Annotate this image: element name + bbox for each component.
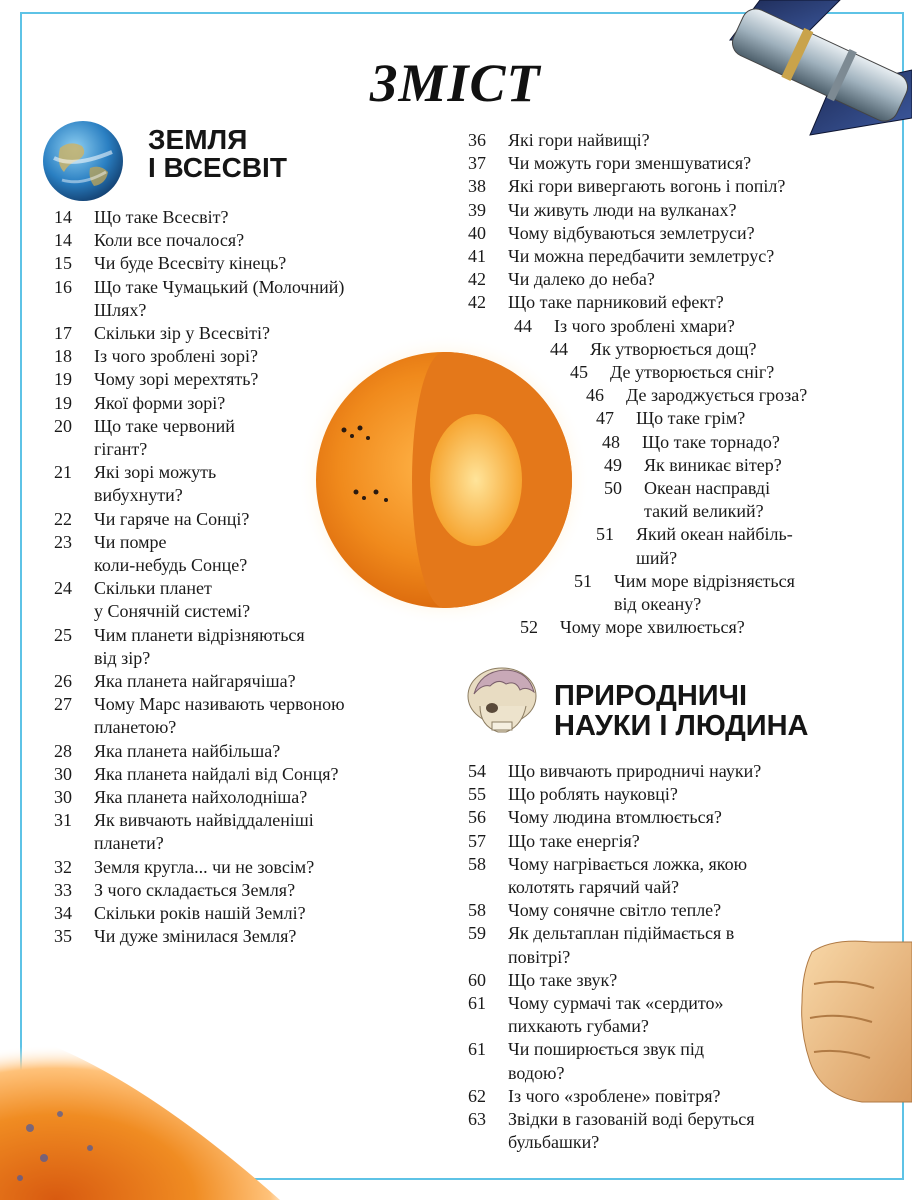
toc-entry[interactable]: 44 Як утворюється дощ? (550, 338, 757, 359)
toc-entry[interactable]: у Сонячній системі? (94, 601, 251, 622)
page-title: ЗМІСТ (370, 53, 541, 113)
toc-entry[interactable]: 22 Чи гаряче на Сонці? (54, 508, 250, 529)
toc-entry[interactable]: 18 Із чого зроблені зорі? (54, 346, 259, 367)
toc-entry[interactable]: бульбашки? (508, 1132, 600, 1153)
toc-entry[interactable]: 51 Чим море відрізняється (574, 570, 795, 591)
toc-entry[interactable]: 28 Яка планета найбільша? (54, 740, 281, 761)
toc-entry[interactable]: 59 Як дельтаплан підіймається в (468, 923, 735, 944)
skull-brain-icon (458, 660, 546, 748)
toc-entry[interactable]: 55 Що роблять науковці? (468, 784, 678, 805)
toc-entry[interactable]: 42 Що таке парниковий ефект? (468, 292, 724, 313)
toc-entry[interactable]: 48 Що таке торнадо? (602, 431, 780, 452)
toc-entry[interactable]: 58 Чому сонячне світло тепле? (468, 900, 722, 921)
toc-entry[interactable]: 37 Чи можуть гори зменшуватися? (468, 153, 752, 174)
toc-entry[interactable]: 30 Яка планета найхолодніша? (54, 787, 308, 807)
toc-entry[interactable]: 21 Які зорі можуть (54, 462, 217, 483)
toc-entry[interactable]: 61 Чи поширюється звук під (468, 1039, 705, 1060)
toc-entry[interactable]: планетою? (94, 717, 177, 738)
toc-entry[interactable]: 27 Чому Марс називають червоною (54, 694, 345, 715)
toc-entry[interactable]: 30 Яка планета найдалі від Сонця? (54, 763, 339, 784)
toc-entry[interactable]: 45 Де утворюється сніг? (570, 362, 775, 382)
toc-entry[interactable]: гігант? (94, 439, 148, 459)
toc-entry[interactable]: 32 Земля кругла... чи не зовсім? (54, 856, 315, 877)
toc-entry[interactable]: коли-небудь Сонце? (94, 555, 248, 575)
toc-entry[interactable]: 20 Що таке червоний (54, 415, 235, 436)
toc-entry[interactable]: 61 Чому сурмачі так «сердито» (468, 993, 724, 1013)
earth-globe-icon (40, 118, 126, 204)
toc-entry[interactable]: 14 Що таке Всесвіт? (54, 207, 229, 227)
toc-entry[interactable]: від зір? (94, 647, 151, 668)
toc-entry[interactable]: 56 Чому людина втомлюється? (468, 807, 722, 828)
sun-edge-illustration (0, 1018, 290, 1200)
toc-entry[interactable]: колотять гарячий чай? (508, 877, 679, 897)
toc-entry[interactable]: 24 Скільки планет (54, 578, 212, 599)
toc-entry[interactable]: 19 Чому зорі мерехтять? (54, 369, 259, 390)
section-heading-science-human: ПРИРОДНИЧІ НАУКИ І ЛЮДИНА (554, 680, 809, 742)
toc-entry[interactable]: 42 Чи далеко до неба? (468, 269, 655, 290)
toc-entry[interactable]: 35 Чи дуже змінилася Земля? (54, 926, 297, 947)
toc-entry[interactable]: 46 Де зароджується гроза? (586, 385, 808, 406)
toc-entry[interactable]: 38 Які гори вивергають вогонь і попіл? (468, 176, 786, 197)
toc-entry[interactable]: 52 Чому море хвилюється? (520, 617, 745, 638)
fist-illustration (784, 932, 912, 1110)
toc-entry[interactable]: 33 З чого складається Земля? (54, 879, 296, 900)
toc-entry[interactable]: 58 Чому нагрівається ложка, якою (468, 853, 748, 874)
toc-entry[interactable]: 57 Що таке енергія? (468, 830, 640, 851)
toc-entry[interactable]: 36 Які гори найвищі? (468, 130, 650, 150)
toc-entry[interactable]: 50 Океан насправді (604, 478, 771, 498)
toc-entry[interactable]: 51 Який океан найбіль- (596, 524, 793, 545)
toc-entry[interactable]: 47 Що таке грім? (596, 408, 746, 429)
toc-entry[interactable]: 54 Що вивчають природничі науки? (468, 761, 762, 781)
toc-entry[interactable]: 26 Яка планета найгарячіша? (54, 671, 296, 691)
toc-entry[interactable]: водою? (508, 1062, 565, 1083)
toc-entry[interactable]: ший? (636, 547, 678, 568)
section-heading-earth-universe: ЗЕМЛЯ І ВСЕСВІТ (148, 124, 287, 183)
toc-entry[interactable]: планети? (94, 833, 164, 854)
toc-entry[interactable]: 16 Що таке Чумацький (Молочний) (54, 276, 345, 297)
toc-entry[interactable]: 34 Скільки років нашій Землі? (54, 903, 306, 923)
toc-entry[interactable]: 49 Як виникає вітер? (604, 454, 782, 475)
toc-entry[interactable]: 25 Чим планети відрізняються (54, 624, 305, 645)
toc-entry[interactable]: 40 Чому відбуваються землетруси? (468, 222, 755, 243)
toc-entry[interactable]: Шлях? (94, 299, 147, 320)
toc-entry[interactable]: 39 Чи живуть люди на вулканах? (468, 199, 737, 220)
toc-entry[interactable]: 14 Коли все почалося? (54, 230, 245, 251)
toc-entry[interactable]: 19 Якої форми зорі? (54, 392, 226, 413)
toc-entry[interactable]: вибухнути? (94, 485, 183, 506)
toc-entry[interactable]: 31 Як вивчають найвіддаленіші (54, 810, 314, 831)
toc-entry[interactable]: 41 Чи можна передбачити землетрус? (468, 246, 775, 266)
toc-entry[interactable]: 17 Скільки зір у Всесвіті? (54, 323, 270, 343)
toc-entry[interactable]: 60 Що таке звук? (468, 969, 618, 990)
satellite-illustration (690, 0, 912, 140)
toc-entry[interactable]: 63 Звідки в газованій воді беруться (468, 1109, 755, 1129)
toc-entry[interactable]: від океану? (614, 594, 702, 614)
toc-entry[interactable]: 23 Чи помре (54, 531, 167, 552)
toc-entry[interactable]: 44 Із чого зроблені хмари? (514, 315, 735, 336)
toc-entry[interactable]: повітрі? (508, 946, 571, 967)
toc-entry[interactable]: 15 Чи буде Всесвіту кінець? (54, 253, 287, 274)
toc-entry[interactable]: такий великий? (644, 501, 764, 522)
toc-entry[interactable]: 62 Із чого «зроблене» повітря? (468, 1085, 721, 1106)
toc-entry[interactable]: пихкають губами? (508, 1016, 649, 1037)
